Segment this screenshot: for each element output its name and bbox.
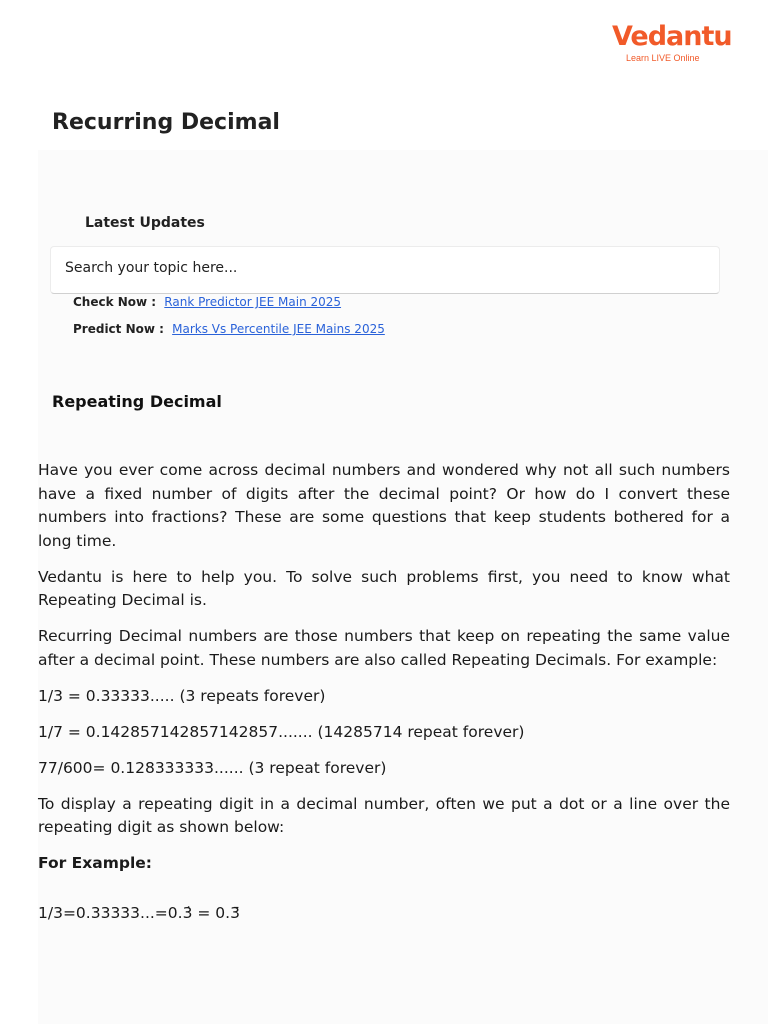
paragraph-intro: Have you ever come across decimal numbers and wondered why not all such numbers have a fixed number of digits after the decimal point? Or how do I convert these numbers into fractions? These are some questions that keep students bothered for a long time. [38, 461, 730, 550]
predict-now-label: Predict Now : [73, 322, 164, 336]
page-title: Recurring Decimal [52, 110, 280, 135]
notation-example: 1/3=0.33333...=0.3̇ = 0.3̄ [38, 903, 240, 922]
vedantu-logo[interactable] [612, 21, 732, 72]
check-now-row [73, 295, 341, 309]
article-body [38, 459, 730, 938]
example-77-600: 77/600= 0.128333333...... (3 repeat forever) [38, 758, 387, 777]
marks-vs-percentile-link[interactable]: Marks Vs Percentile JEE Mains 2025 [172, 322, 385, 336]
paragraph-notation: To display a repeating digit in a decimal number, often we put a dot or a line over the repeating digit as shown below: [38, 794, 730, 836]
example-one-third: 1/3 = 0.33333..... (3 repeats forever) [38, 686, 326, 705]
for-example-heading: For Example: [38, 854, 152, 872]
example-one-seventh: 1/7 = 0.142857142857142857....... (14285714 repeat forever) [38, 722, 525, 741]
logo-tagline: Learn LIVE Online [626, 53, 700, 63]
section-heading: Repeating Decimal [52, 392, 222, 411]
search-input[interactable] [65, 260, 685, 276]
rank-predictor-link[interactable]: Rank Predictor JEE Main 2025 [164, 295, 342, 309]
logo-wordmark: Vedantu [612, 21, 732, 52]
paragraph-definition: Recurring Decimal numbers are those numbers that keep on repeating the same value after a decimal point. These numbers are also called Repeating Decimals. For example: [38, 627, 730, 669]
latest-updates-label: Latest Updates [85, 215, 205, 231]
search-box[interactable] [50, 246, 720, 294]
paragraph-help: Vedantu is here to help you. To solve such problems first, you need to know what Repeating Decimal is. [38, 567, 730, 609]
predict-now-row [73, 322, 385, 336]
check-now-label: Check Now : [73, 295, 157, 309]
